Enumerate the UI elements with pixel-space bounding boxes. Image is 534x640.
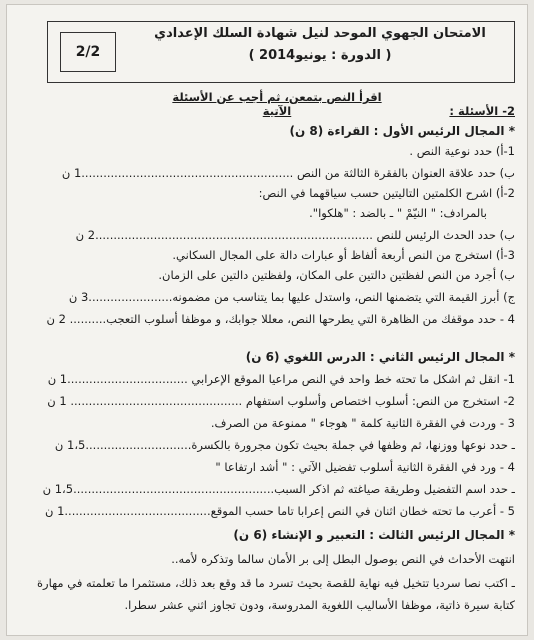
- section1-line: 4 - حدد موقفك من الظاهرة التي يطرحها النص، معللا جوابك، و موظفا أسلوب التعجب.......... 2 ن: [46, 312, 515, 326]
- section1-heading: * المجال الرئيس الأول : القراءة (8 ن): [289, 124, 515, 138]
- section2-line: 4 - ورد في الفقرة الثانية أسلوب تفضيل الآتي : " أشد ارتفاعا ": [215, 460, 515, 474]
- section1-line: بالمرادف: " النيّمْ " ـ بالضد : "هلكوا".: [309, 206, 487, 220]
- section1-line: ب) حدد الحدث الرئيس للنص ............................................................................2 ن: [75, 228, 515, 242]
- reading-instruction: اقرأ النص بتمعن، ثم أجب عن الأسئلة الآتية: [172, 90, 382, 118]
- section2-line: ـ حدد اسم التفضيل وطريقة صياغته ثم اذكر السبب.......................................................1،5 ن: [42, 482, 515, 496]
- section1-line: 1-أ) حدد نوعية النص .: [409, 144, 515, 158]
- section3-line: ـ اكتب نصا سرديا تتخيل فيه نهاية للقصة بحيث تسرد ما قد وقع بعد ذلك، مستثمرا ما تعلمته في مهارة: [37, 576, 515, 590]
- section2-line: 2- استخرج من النص: أسلوب اختصاص وأسلوب استفهام ............................................... 1 ن: [47, 394, 515, 408]
- section2-line: ـ حدد نوعها ووزنها، ثم وظفها في جملة بحيث تكون مجرورة بالكسرة.............................1،5 ن: [54, 438, 515, 452]
- section2-heading: * المجال الرئيس الثاني : الدرس اللغوي (6 ن): [245, 350, 515, 364]
- section2-line: 1- انقل ثم اشكل ما تحته خط واحد في النص مراعيا الموقع الإعرابي .................................1 ن: [47, 372, 515, 386]
- section1-line: 2-أ) اشرح الكلمتين التاليتين حسب سياقهما في النص:: [258, 186, 515, 200]
- page-number-box: 2/2: [60, 32, 116, 72]
- exam-session: ( الدورة : يونيو2014 ): [248, 48, 392, 63]
- section3-line: كتابة سيرة ذاتية، موظفا الأساليب اللغوية المدروسة، ودون تجاوز اثني عشر سطرا.: [124, 598, 515, 612]
- section1-line: ج) أبرز القيمة التي يتضمنها النص، واستدل عليها بما يتناسب من مضمونه.......................3 ن: [68, 290, 515, 304]
- section1-line: ب) حدد علاقة العنوان بالفقرة الثالثة من النص ..........................................................1 ن: [61, 166, 515, 180]
- exam-sheet: [6, 4, 528, 636]
- section3-heading: * المجال الرئيس الثالث : التعبير و الإنشاء (6 ن): [233, 528, 515, 542]
- section2-line: 3 - وردت في الفقرة الثانية كلمة " هوجاء " ممنوعة من الصرف.: [210, 416, 515, 430]
- section1-line: 3-أ) استخرج من النص أربعة ألفاظ أو عبارات دالة على المجال السكاني.: [172, 248, 515, 262]
- exam-title: الامتحان الجهوي الموحد لنيل شهادة السلك الإعدادي: [154, 26, 486, 41]
- exam-header: [47, 21, 515, 83]
- section2-line: 5 - أعرب ما تحته خطان اثنان في النص إعرابا تاما حسب الموقع........................................1 ن: [44, 504, 515, 518]
- section3-line: انتهت الأحداث في النص بوصول البطل إلى بر الأمان سالما وتذكره لأمه..: [171, 552, 515, 566]
- section1-line: ب) أجرد من النص لفظتين دالتين على المكان، ولفظتين دالتين على الزمان.: [158, 268, 515, 282]
- questions-heading: 2- الأسئلة :: [449, 104, 515, 118]
